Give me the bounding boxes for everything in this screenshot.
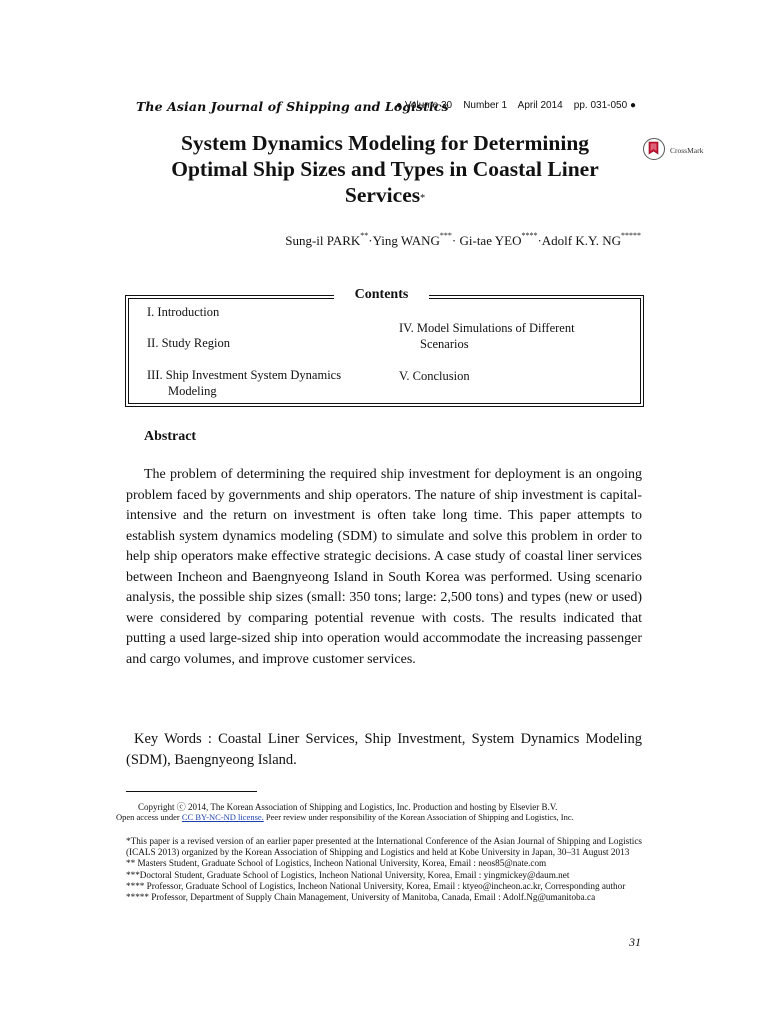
footnote-author-wang: ***Doctoral Student, Graduate School of Logistics, Incheon National University, Korea, Email : yingmickey@daum.net [126,869,570,880]
abstract-body: The problem of determining the required ship investment for deployment is an ongoing problem faced by governments and ship operators. The nature of ship investment is capital-intensive and the return on investment is often take long time. This paper attempts to establish system dynamics modeling (SDM) to simulate and solve this problem in order to help ship operators make effective strategic decisions. A case study of coastal liner services between Incheon and Baengnyeong Island in South Korea was performed. Using scenario analysis, the possible ship sizes (small: 350 tons; large: 2,500 tons) and types (new or used) were considered by comparing potential revenue with costs. The results indicated that putting a used large-sized ship into operation would accommodate the increasing passenger and cargo volumes, and improve customer services. [126,467,642,667]
toc-item-label: IV. Model Simulations of Different [399,321,575,335]
title-line-1: System Dynamics Modeling for Determining [180,131,590,155]
abstract-heading: Abstract [144,429,197,444]
crossmark-icon [643,138,665,160]
contents-box [125,287,644,407]
title-line-3 [120,182,650,208]
paper-title [120,130,650,208]
running-header [136,99,636,115]
toc-item-label: III. Ship Investment System Dynamics [147,368,342,382]
author-name: ·Ying WANG [368,233,440,248]
license-line [116,812,574,822]
title-line-2: Optimal Ship Sizes and Types in Coastal Liner [171,157,599,181]
toc-item-conclusion[interactable] [399,368,470,384]
author-name: Sung-il PARK [285,233,361,248]
author-mark: **** [521,231,538,240]
toc-item-introduction[interactable] [147,304,219,320]
toc-item-ship-investment-sdm[interactable] [147,367,341,399]
footnote-author-yeo: **** Professor, Graduate School of Logistics, Incheon National University, Korea, Email : ktyeo@incheon.ac.kr, Corresponding author [126,880,626,891]
author-name: ·Adolf K.Y. NG [537,233,621,248]
crossmark-label: CrossMark [670,146,704,155]
author-name: · Gi-tae YEO [451,233,522,248]
author-footnotes [126,836,642,903]
title-footnote-mark: * [420,193,426,204]
toc-item-label: V. Conclusion [399,369,470,383]
toc-item-label-cont: Scenarios [420,337,469,351]
journal-name: The Asian Journal of Shipping and Logistics [136,99,449,114]
page-number: 31 [629,935,641,949]
author-mark: ***** [621,231,641,240]
toc-item-label: I. Introduction [147,305,220,319]
title-line-3-text: Services [344,183,421,207]
toc-item-study-region[interactable] [147,335,230,351]
issue-info: ● Volume 30 Number 1 April 2014 pp. 031-050 ● [396,100,636,111]
footnote-author-ng: ***** Professor, Department of Supply Chain Management, University of Manitoba, Canada, Email : Adolf.Ng@umanitoba.ca [126,892,596,903]
author-list [100,233,641,249]
copyright-line: Copyright ⓒ 2014, The Korean Association of Shipping and Logistics, Inc. Production and hosting by Elsevier B.V. [138,802,558,812]
license-link[interactable]: CC BY-NC-ND license. [181,812,264,822]
toc-item-label-cont: Modeling [168,384,217,398]
toc-item-model-simulations[interactable] [399,320,575,352]
author-mark: ** [360,231,369,240]
toc-item-label: II. Study Region [147,336,230,350]
footnote-paper-note: *This paper is a revised version of an earlier paper presented at the International Conference of the Asian Journal of Shipping and Logistics (ICALS 2013) organized by the Korean Association of Shipping and Logistics and held at Kobe University in Japan, 30–31 August 2013 [126,836,642,858]
footnote-divider [126,791,257,792]
keywords: Key Words : Coastal Liner Services, Ship Investment, System Dynamics Modeling (SDM), Baengnyeong Island. [126,731,642,768]
crossmark-badge[interactable] [643,138,713,164]
contents-title: Contents [334,287,429,303]
license-prefix: Open access under [116,812,182,822]
footnote-author-park: ** Masters Student, Graduate School of Logistics, Incheon National University, Korea, Email : neos85@nate.com [126,858,547,869]
author-mark: *** [439,231,452,240]
license-suffix: Peer review under responsibility of the Korean Association of Shipping and Logistics, Inc. [263,812,574,822]
